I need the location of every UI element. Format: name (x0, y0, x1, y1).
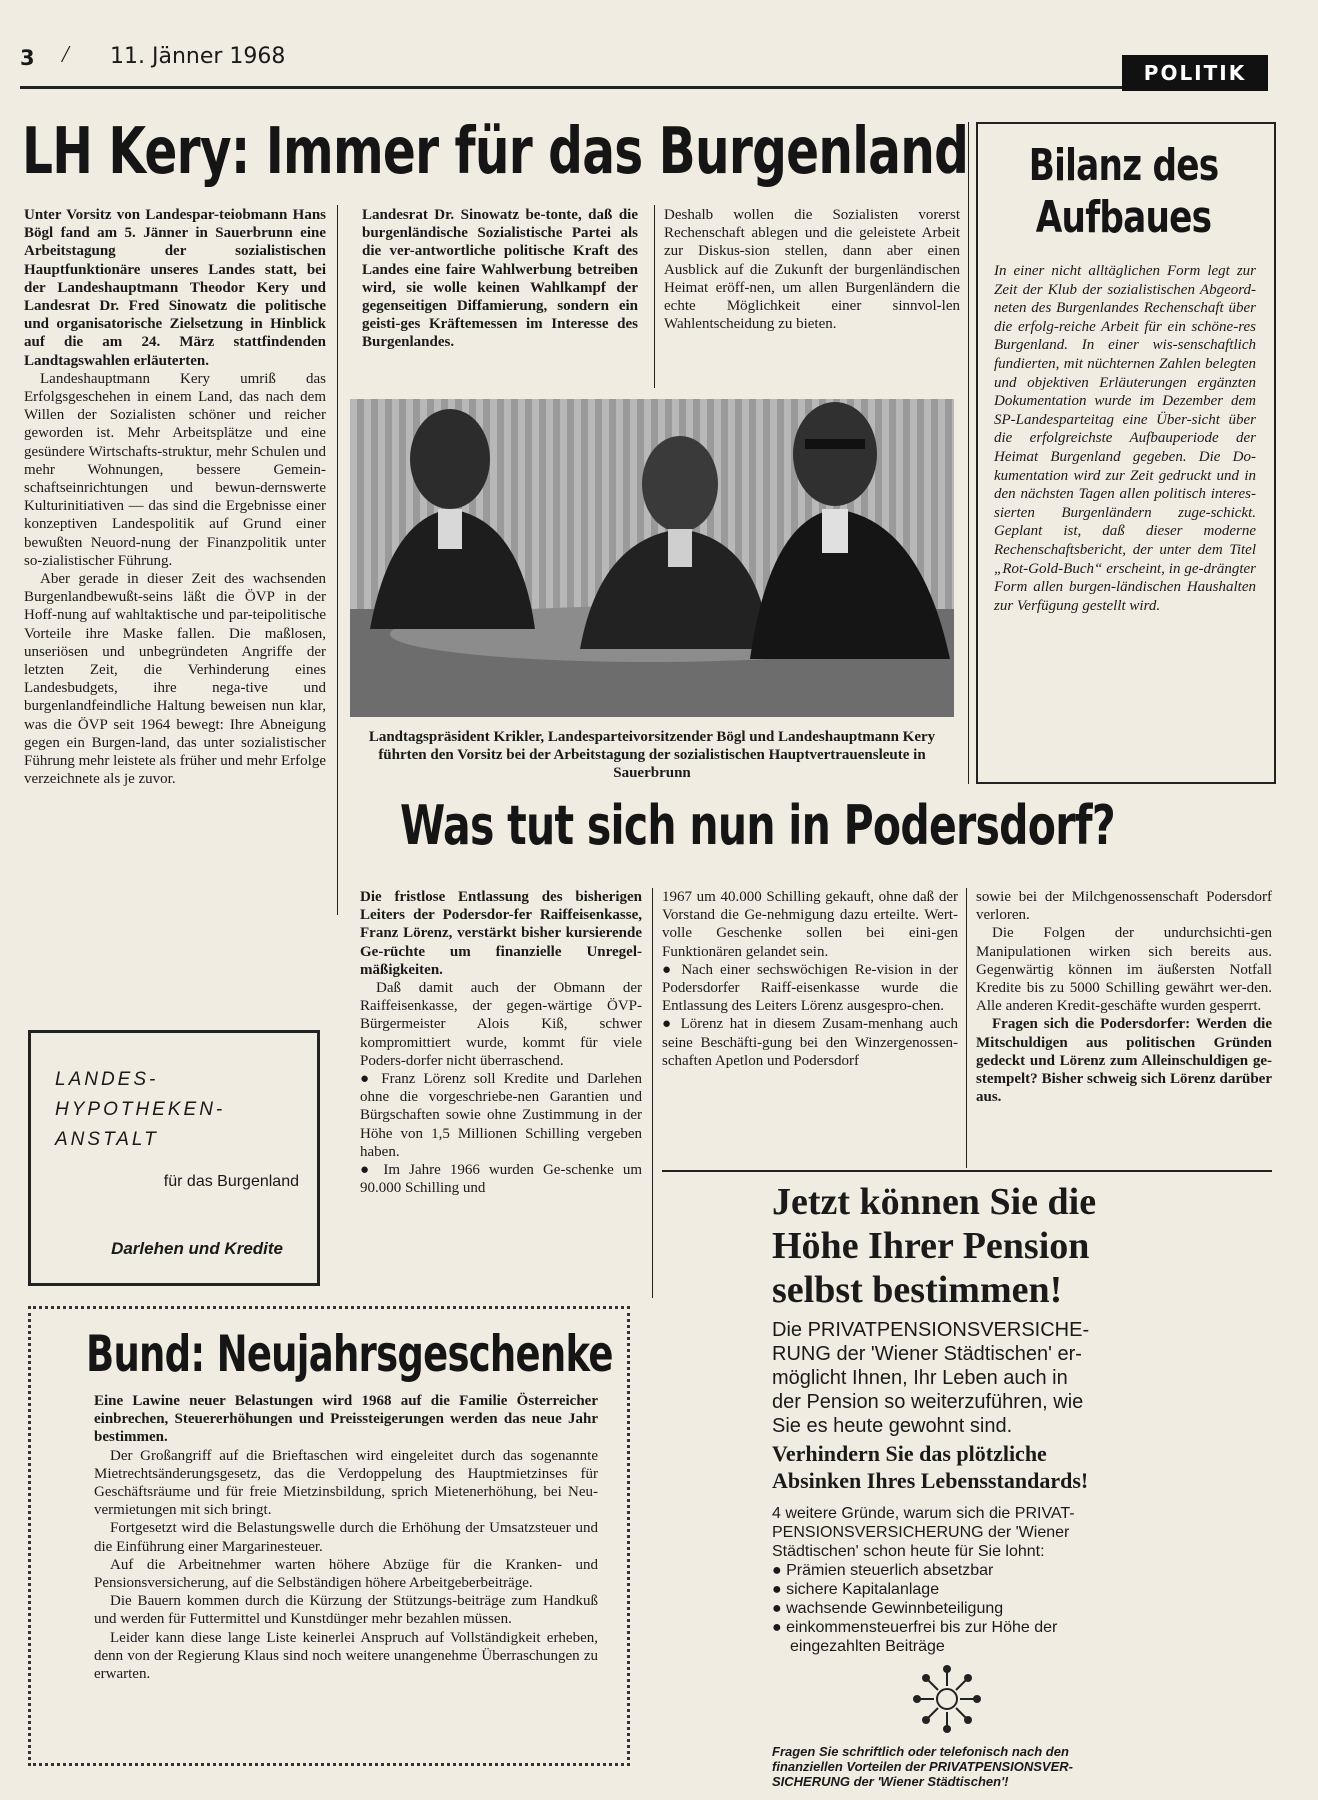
column-rule (652, 888, 653, 1298)
handwritten-mark: / (62, 42, 69, 68)
bullet-dot-icon: ● (772, 1619, 787, 1636)
ad-pension-footer: Fragen Sie schriftlich oder telefonisch nach den (772, 1744, 1069, 1759)
article3-paragraph: Leider kann diese lange Liste keinerlei Anspruch auf Vollständigkeit erheben, denn von der Regierung Klaus sind noch weitere unangenehme Überraschungen zu erwarten. (94, 1629, 598, 1683)
sidebar-text: In einer nicht alltäglichen Form legt zur Zeit der Klub der sozialistischen Abgeord-neten des Burgenlandes Rechenschaft über die erfolg-reiche Arbeit für ein schöne-res Burgenland. In einer wis-senschaftlich fundierten, mit nüchternen Zahlen belegten und objektiven Erläuterungen ergänzten Dokumentation wurde im Dezember dem SP-Landesparteitag eine Über-sicht über die erfolgreichste Aufbauperiode der Heimat Burgenland gegeben. Die Do-kumentation wird zur Zeit gedruckt und in den nächsten Tagen allen politisch interes-sierten Burgenländern zuge-schickt. Geplant ist, daß dieser moderne Rechenschaftsbericht, der unter dem Titel „Rot-Gold-Buch“ erscheint, in ge-drängter Form allen burgen-ländischen Haushalten zur Verfügung gestellt wird. (994, 263, 1256, 614)
ad-pension-footer: finanziellen Vorteilen der PRIVATPENSIONSVER- (772, 1759, 1073, 1774)
bullet-dot-icon: ● (772, 1600, 787, 1617)
article2-headline: Was tut sich nun in Podersdorf? (400, 794, 1115, 857)
article2-column1 (360, 888, 642, 1197)
ad-pension-subheadline: Verhindern Sie das plötzliche (772, 1441, 1047, 1466)
photo-image (350, 399, 954, 717)
column-rule (337, 205, 338, 915)
ad-pension-intro: Die PRIVATPENSIONSVERSICHE- (772, 1319, 1090, 1341)
ad-pension-headline-line1: Jetzt können Sie die (772, 1181, 1097, 1223)
bullet-text: einkommensteuerfrei bis zur Höhe der (786, 1619, 1058, 1636)
ad-pension-intro: möglicht Ihnen, Ihr Leben auch in (772, 1367, 1068, 1389)
article3-lead: Eine Lawine neuer Belastungen wird 1968 auf die Familie Österreicher einbrechen, Steuererhöhungen und Preissteigerungen werden das neue Jahr bestimmen. (94, 1393, 598, 1446)
wiener-staedtische-logo-icon (912, 1664, 982, 1734)
article2-paragraph: ● Im Jahre 1966 wurden Ge-schenke um 90.000 Schilling und (360, 1162, 642, 1197)
article3-paragraph: Der Großangriff auf die Brieftaschen wird eingeleitet durch das sogenannte Mietrechtsänderungsgesetz, das die Verdoppelung des Hauptmietzinses für Geschäftsräume und für freie Mietzinsbildung, sprich Mietenerhöhung, bei Neu-vermietungen mit sich bringt. (94, 1447, 598, 1519)
sidebar-headline (976, 140, 1272, 244)
article3-body (94, 1392, 598, 1683)
article2-paragraph: sowie bei der Milchgenossenschaft Podersdorf verloren. (976, 889, 1272, 924)
ad-pension-intro: der Pension so weiterzuführen, wie (772, 1391, 1084, 1413)
column-rule (968, 122, 969, 784)
issue-date: 11. Jänner 1968 (110, 44, 286, 69)
article2-column2 (662, 888, 958, 1070)
bullet-dot-icon: ● (772, 1562, 787, 1579)
article3-headline: Bund: Neujahrsgeschenke (86, 1325, 613, 1383)
ad-pension-reasons: Städtischen' schon heute für Sie lohnt: (772, 1543, 1045, 1560)
bullet-text: Prämien steuerlich absetzbar (786, 1562, 994, 1579)
article2-paragraph: Fragen sich die Podersdorfer: Werden die Mitschuldigen aus politischen Gründen gedeckt und Lörenz zum Alleinschuldigen ge-stempelt? Bisher schweig sich Lörenz darüber aus. (976, 1016, 1272, 1106)
page-number: 3 (20, 46, 35, 70)
article2-column3 (976, 888, 1272, 1106)
ad-pension-reasons: 4 weitere Gründe, warum sich die PRIVAT- (772, 1505, 1075, 1522)
column-rule (654, 205, 655, 388)
ad-pension-bullet-continuation: eingezahlten Beiträge (790, 1638, 945, 1655)
article2-paragraph: ● Nach einer sechswöchigen Re-vision in der Podersdorfer Raiff-eisenkasse wurde die Entlassung des Leiters Lörenz ausgespro-chen. (662, 961, 958, 1015)
ad-bank-region: für das Burgenland (163, 1173, 299, 1190)
article1-headline: LH Kery: Immer für das Burgenland (22, 115, 969, 189)
ad-pension-intro: Sie es heute gewohnt sind. (772, 1415, 1013, 1437)
sidebar-headline-line2: Aufbaues (1036, 192, 1212, 243)
ad-pension-bullet (772, 1618, 1152, 1637)
article1-paragraph: Aber gerade in dieser Zeit des wachsenden Burgenlandbewußt-seins läßt die ÖVP in der Hoff-nung auf wahltaktische und par-teipolitische Vorteile ihre Maske fallen. Die maßlosen, unseriösen und unbegründeten Angriffe der letzten Zeit, die Verhinderung eines Landesbudgets, ihre nega-tive und burgenlandfeindliche Haltung beweisen nun klar, was die ÖVP seit 1964 bewegt: Ihre Abneigung gegen ein Burgen-land, das unter sozialistischer Führung mehr leistete als früher und mehr Erfolge verzeichnete als je zuvor. (24, 571, 326, 788)
ad-bank-name-line2: HYPOTHEKEN- (55, 1099, 226, 1120)
ad-pension-footer: SICHERUNG der 'Wiener Städtischen'! (772, 1774, 1009, 1789)
article1-lead: Unter Vorsitz von Landespar-teiobmann Hans Bögl fand am 5. Jänner in Sauerbrunn eine Arbeitstagung der sozialistischen Hauptfunktionäre unseres Landes statt, bei der Landeshauptmann Theodor Kery und Landesrat Dr. Fred Sinowatz die politische und organisatorische Zielsetzung in Hinblick auf die am 24. März stattfindenden Landtagswahlen erläuterten. (24, 207, 326, 369)
bullet-text: sichere Kapitalanlage (786, 1581, 940, 1598)
article3-paragraph: Die Bauern kommen durch die Kürzung der Stützungs-beiträge zum Handkuß und werden für Futtermittel und Kunstdünger mehr bezahlen müssen. (94, 1593, 598, 1628)
ad-pension-reasons: PENSIONSVERSICHERUNG der 'Wiener (772, 1524, 1070, 1541)
ad-pension-bullet (772, 1580, 1152, 1599)
section-tag: POLITIK (1122, 55, 1268, 91)
bullet-dot-icon: ● (772, 1581, 787, 1598)
ad-pension-headline-line3: selbst bestimmen! (772, 1269, 1063, 1311)
article2-paragraph: Daß damit auch der Obmann der Raiffeisenkasse, der gegen-wärtige ÖVP-Bürgermeister Alois Kiß, schwer kompromittiert wurde, kommt für viele Poders-dorfer nicht überraschend. (360, 980, 642, 1069)
article2-lead: Die fristlose Entlassung des bisherigen Leiters der Podersdor-fer Raiffeisenkasse, Franz Lörenz, verstärkt bisher kursierende Ge-rüchte um finanzielle Unregel-mäßigkeiten. (360, 889, 642, 978)
article1-paragraph: Landesrat Dr. Sinowatz be-tonte, daß die burgenländische Sozialistische Partei als die ver-antwortliche politische Kraft des Landes eine faire Wahlwerbung betreiben wird, sie wolle keinen Wahlkampf der gegenseitigen Diffamierung, sondern ein geisti-ges Kräftemessen im Interesse des Burgenlandes. (362, 207, 638, 351)
article2-paragraph: ● Franz Lörenz soll Kredite und Darlehen ohne die vorgeschriebe-nen Garantien und Bürgschaften sowie ohne Zustimmung in der Höhe von 1,5 Millionen Schilling vergeben haben. (360, 1071, 642, 1160)
ad-pension (772, 1180, 1152, 1789)
section-divider (662, 1170, 1272, 1172)
ad-pension-headline-line2: Höhe Ihrer Pension (772, 1225, 1090, 1267)
article1-paragraph: Deshalb wollen die Sozialisten vorerst Rechenschaft ablegen und die geleistete Arbeit zur Diskus-sion stellen, dann aber einen Ausblick auf die Zukunft der burgenländischen Heimat eröff-nen, um allen Burgenländern die echte Möglichkeit einer sinnvol-len Wahlentscheidung zu bieten. (664, 207, 960, 333)
sidebar-body (994, 262, 1256, 615)
ad-pension-bullet (772, 1599, 1152, 1618)
ad-pension-subheadline: Absinken Ihres Lebensstandards! (772, 1468, 1089, 1493)
sidebar-headline-line1: Bilanz des (1029, 140, 1219, 191)
article2-paragraph: ● Lörenz hat in diesem Zusam-menhang auch seine Beschäfti-gung bei den Winzergenossen-schaften Apetlon und Podersdorf (662, 1016, 958, 1069)
photo-caption: Landtagspräsident Krikler, Landesparteivorsitzender Bögl und Landeshauptmann Kery führten den Vorsitz bei der Arbeitstagung der sozialistischen Hauptvertrauensleute in Sauerbrunn (368, 729, 936, 781)
ad-pension-intro: RUNG der 'Wiener Städtischen' er- (772, 1343, 1082, 1365)
article1-column3 (664, 206, 960, 333)
column-rule (966, 888, 967, 1168)
conference-photo (350, 399, 954, 717)
bullet-text: wachsende Gewinnbeteiligung (786, 1600, 1004, 1617)
article1-column2 (362, 206, 638, 352)
ad-bank-name-line3: ANSTALT (55, 1129, 159, 1150)
ad-pension-bullet (772, 1561, 1152, 1580)
article1-column1 (24, 206, 326, 789)
ad-bank-tagline: Darlehen und Kredite (111, 1239, 283, 1258)
article3-paragraph: Fortgesetzt wird die Belastungswelle durch die Erhöhung der Umsatzsteuer und die Einführung einer Margarinesteuer. (94, 1520, 598, 1555)
article2-paragraph: 1967 um 40.000 Schilling gekauft, ohne daß der Vorstand die Ge-nehmigung dazu erteilte. Wert-volle Geschenke sollen bei eini-gen Funktionären gelandet sein. (662, 889, 958, 960)
article2-paragraph: Die Folgen der undurchsichti-gen Manipulationen wirken sich bereits aus. Gegenwärtig können im äußersten Notfall Kredite bis zu 5000 Schilling gewährt wer-den. Alle anderen Kredit-geschäfte wurden gesperrt. (976, 925, 1272, 1015)
header-rule (20, 86, 1122, 89)
article1-paragraph: Landeshauptmann Kery umriß das Erfolgsgeschehen in einem Land, das nach dem Willen der Sozialisten schöner und reicher geworden ist. Mehr Arbeitsplätze und eine gesündere Wirtschafts-struktur, mehr Schulen und mehr Wohnungen, bessere Gemein-schaftseinrichtungen und bewun-dernswerte Kulturinitiativen — das sind die Ergebnisse einer konzeptiven Landespolitik auf Grund einer bewußten Neuord-nung der Finanzpolitik unter so-zialistischer Führung. (24, 370, 326, 569)
article3-paragraph: Auf die Arbeitnehmer warten höhere Abzüge für die Kranken- und Pensionsversicherung, auf die Selbständigen höhere Arbeitgeberbeiträge. (94, 1556, 598, 1592)
ad-landes-hypothekenanstalt (28, 1030, 320, 1286)
ad-bank-name-line1: LANDES- (55, 1069, 159, 1090)
